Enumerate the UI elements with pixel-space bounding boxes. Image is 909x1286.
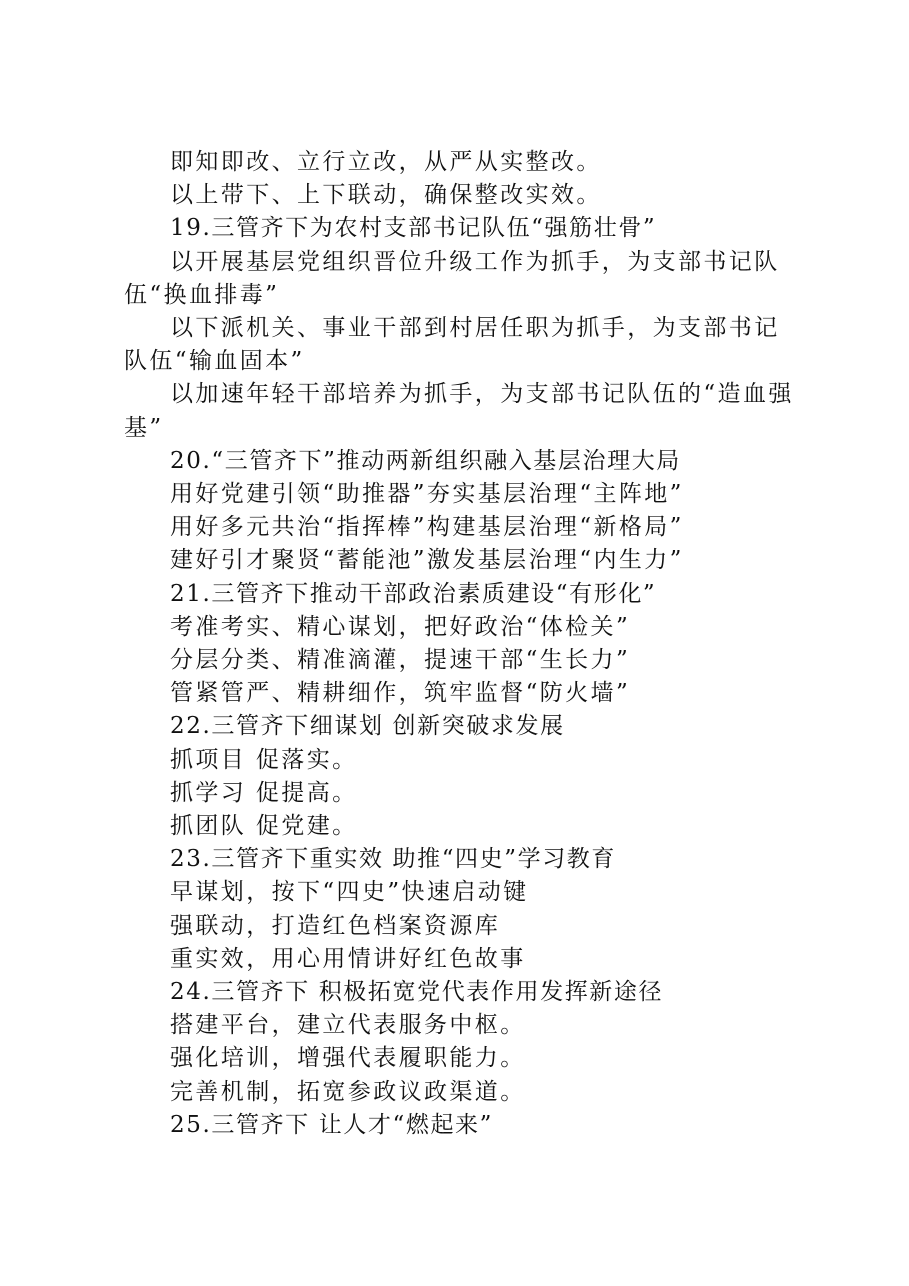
paragraph: 以加速年轻干部培养为抓手，为支部书记队伍的“造血强基”	[124, 381, 794, 441]
section-heading: 19.三管齐下为农村支部书记队伍“强筋壮骨”	[170, 215, 657, 242]
paragraph: 抓项目 促落实。	[170, 746, 358, 773]
section-heading: 24.三管齐下 积极拓宽党代表作用发挥新途径	[170, 979, 664, 1006]
paragraph: 强化培训，增强代表履职能力。	[170, 1045, 526, 1072]
paragraph: 搭建平台，建立代表服务中枢。	[170, 1012, 526, 1039]
paragraph: 以开展基层党组织晋位升级工作为抓手，为支部书记队伍“换血排毒”	[124, 248, 780, 308]
section-heading: 21.三管齐下推动干部政治素质建设“有形化”	[170, 580, 657, 607]
paragraph: 管紧管严、精耕细作，筑牢监督“防火墙”	[170, 680, 631, 707]
paragraph: 早谋划，按下“四史”快速启动键	[170, 879, 529, 906]
paragraph: 考准考实、精心谋划，把好政治“体检关”	[170, 613, 631, 640]
paragraph: 以下派机关、事业干部到村居任职为抓手，为支部书记队伍“输血固本”	[124, 315, 780, 375]
paragraph: 分层分类、精准滴灌，提速干部“生长力”	[170, 647, 631, 674]
paragraph: 以上带下、上下联动，确保整改实效。	[170, 182, 602, 209]
document-body	[124, 146, 799, 1142]
paragraph: 用好多元共治“指挥棒”构建基层治理“新格局”	[170, 514, 684, 541]
paragraph: 抓团队 促党建。	[170, 813, 358, 840]
paragraph: 用好党建引领“助推器”夯实基层治理“主阵地”	[170, 481, 684, 508]
section-heading: 25.三管齐下 让人才“燃起来”	[170, 1111, 494, 1138]
paragraph: 建好引才聚贤“蓄能池”激发基层治理“内生力”	[170, 547, 684, 574]
paragraph: 抓学习 促提高。	[170, 779, 358, 806]
paragraph: 即知即改、立行立改，从严从实整改。	[170, 149, 602, 175]
section-heading: 22.三管齐下细谋划 创新突破求发展	[170, 713, 565, 740]
section-heading: 20.“三管齐下”推动两新组织融入基层治理大局	[170, 447, 681, 474]
paragraph: 强联动，打造红色档案资源库	[170, 912, 501, 939]
paragraph: 重实效，用心用情讲好红色故事	[170, 945, 526, 972]
section-heading: 23.三管齐下重实效 助推“四史”学习教育	[170, 846, 617, 873]
paragraph: 完善机制，拓宽参政议政渠道。	[170, 1078, 526, 1105]
